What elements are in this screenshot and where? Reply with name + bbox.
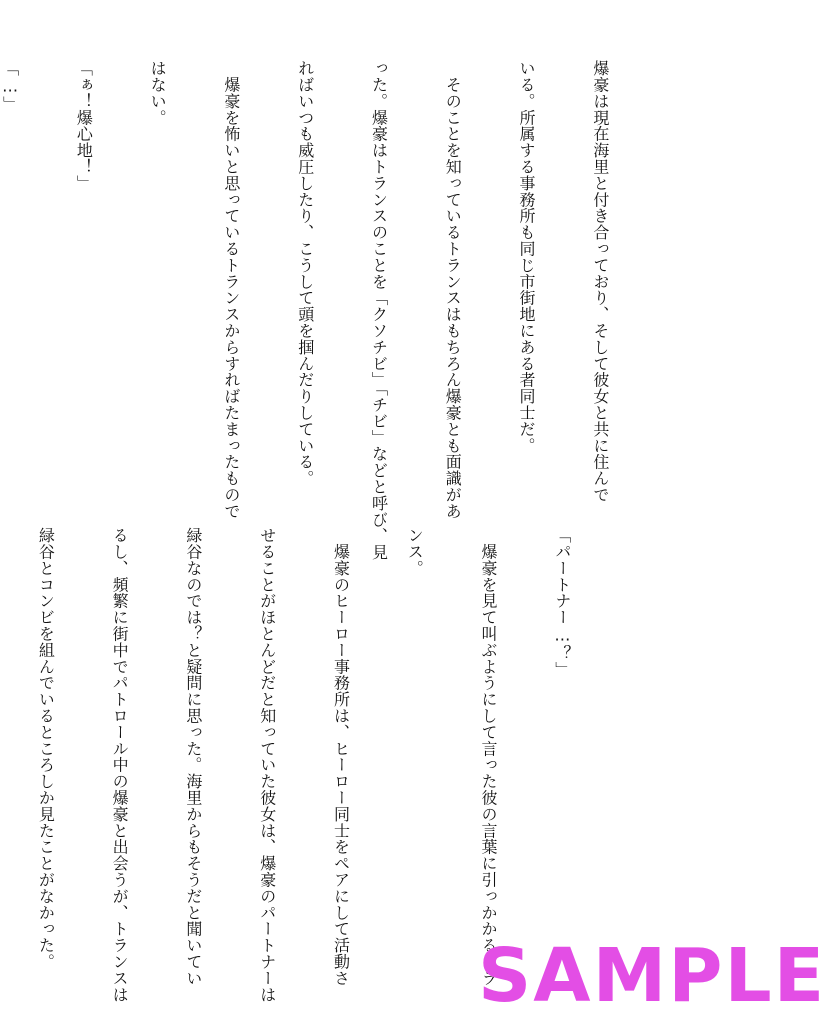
- text-column: 爆豪を見て叫ぶようにして言った彼の言葉に引っかかるトラ: [479, 527, 499, 987]
- text-column: 爆豪は現在海里と付き合っており、そして彼女と共に住んで: [590, 60, 610, 503]
- text-column: 爆豪を怖いと思っているトランスからすればたまったもので: [221, 60, 241, 520]
- text-column: 緑谷なのでは？と疑問に思った。海里からもそうだと聞いてい: [183, 527, 203, 987]
- text-column: るし、頻繁に街中でパトロール中の爆豪と出会うが、トランスは: [110, 527, 130, 1003]
- text-column: ンス。: [405, 527, 425, 577]
- text-column: そのことを知っているトランスはもちろん爆豪とも面識があ: [443, 60, 463, 520]
- text-column: 「ぁ！爆心地！」: [74, 60, 94, 192]
- text-column: 爆豪のヒーロー事務所は、ヒーロー同士をペアにして活動さ: [331, 527, 351, 987]
- text-column: 「…」: [0, 60, 20, 113]
- text-block-top: [0, 60, 661, 561]
- text-column: はない。: [148, 60, 168, 126]
- text-column: ればいつも威圧したり、こうして頭を掴んだりしている。: [295, 60, 315, 487]
- text-column: いる。所属する事務所も同じ市街地にある者同士だ。: [517, 60, 537, 454]
- text-column: 「パートナー…？」: [552, 527, 572, 678]
- sample-watermark: SAMPLE: [478, 933, 826, 1019]
- text-column: せることがほとんどだと知っていた彼女は、爆豪のパートナーは: [257, 527, 277, 1003]
- text-block-bottom: [36, 527, 623, 1003]
- text-column: 緑谷とコンビを組んでいるところしか見たことがなかった。: [36, 527, 56, 970]
- text-column: った。爆豪はトランスのことを「クソチビ」「チビ」などと呼び、見: [369, 60, 389, 561]
